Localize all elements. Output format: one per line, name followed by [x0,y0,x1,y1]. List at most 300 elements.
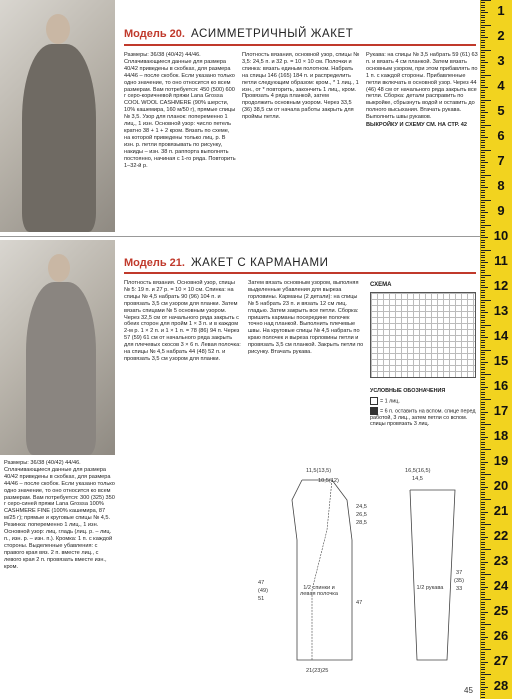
ruler-tick [481,489,485,490]
ruler-tick [481,429,485,430]
ruler-tick [481,165,485,166]
model20-col3-text: Рукава: на спицы № 3,5 набрать 59 (61) 63 п. и вязать 4 см планкой. Затем вязать основным узором, при этом прибавлять по 1 п. с каждой стороны. Прибавленные петли включать в основной узор. Через 44 (46) 48 см от начального ряда закрыть все петли. Сборка: детали расправить по выкройке, сбрызнуть водой и оставить до полного высыхания. Втачать рукава. Выполнить швы рукавов. [366,52,478,121]
ruler-tick [481,267,485,268]
ruler-tick [481,317,485,318]
ruler-tick [481,637,488,638]
ruler-tick [481,162,488,163]
ruler-tick [481,207,485,208]
ruler-tick [481,185,485,186]
ruler-number: 25 [493,602,509,618]
ruler-tick [481,25,491,26]
ruler-tick [481,105,485,106]
ruler-tick [481,562,488,563]
ruler-tick [481,102,485,103]
ruler-tick [481,197,485,198]
ruler-tick [481,117,485,118]
ruler-tick [481,577,485,578]
ruler-tick [481,232,485,233]
ruler-tick [481,335,485,336]
ruler-tick [481,479,485,480]
knit-symbol-icon [370,397,378,405]
ruler-tick [481,217,485,218]
ruler-tick [481,127,485,128]
ruler-tick [481,374,491,375]
ruler-tick [481,345,485,346]
ruler-tick [481,574,491,575]
ruler-tick [481,330,485,331]
ruler-tick [481,509,485,510]
ruler-tick [481,667,485,668]
section-divider [0,236,480,237]
dim-neck-width: 10,5(12) [318,478,339,484]
ruler-tick [481,170,485,171]
ruler-tick [481,352,485,353]
ruler-tick [481,387,488,388]
dim-length-3: 51 [258,596,265,602]
ruler-tick [481,115,485,116]
ruler-tick [481,497,485,498]
ruler-tick [481,40,485,41]
ruler-tick [481,644,485,645]
ruler-tick [481,342,485,343]
ruler-tick [481,554,485,555]
ruler-tick [481,654,485,655]
ruler-tick [481,484,485,485]
ruler-tick [481,292,485,293]
ruler-tick [481,514,485,515]
photo-figure-body [22,44,96,232]
ruler-tick [481,222,485,223]
ruler-tick [481,77,485,78]
ruler-tick [481,310,485,311]
ruler-tick [481,367,485,368]
ruler-tick [481,295,485,296]
model20-heading [124,28,353,40]
ruler-tick [481,262,488,263]
ruler-tick [481,82,485,83]
chart-legend [370,388,476,428]
ruler-tick [481,157,485,158]
ruler-number: 20 [493,477,509,493]
ruler-tick [481,617,485,618]
ruler-tick [481,664,485,665]
ruler-tick [481,599,491,600]
ruler-number: 4 [497,78,505,94]
ruler-tick [481,532,485,533]
ruler-tick [481,362,488,363]
ruler-tick [481,187,488,188]
ruler-tick [481,322,485,323]
ruler-number: 15 [493,352,509,368]
ruler-tick [481,275,491,276]
ruler-tick [481,684,485,685]
ruler-tick [481,190,485,191]
ruler-tick [481,394,485,395]
ruler-number: 16 [493,377,509,393]
model20-text-col2 [242,52,360,232]
ruler-tick [481,597,485,598]
ruler-tick [481,382,485,383]
ruler-tick [481,442,485,443]
ruler-tick [481,474,491,475]
ruler-tick [481,679,485,680]
ruler-tick [481,327,485,328]
ruler-tick [481,519,485,520]
ruler-number: 6 [497,128,505,144]
ruler-tick [481,449,491,450]
photo-figure-body [26,282,96,455]
dim-sleeve-top: 16,5(16,5) [405,468,431,474]
ruler-tick [481,200,491,201]
ruler-tick [481,27,485,28]
ruler-tick [481,242,485,243]
ruler-number: 13 [493,303,509,319]
ruler-tick [481,529,485,530]
ruler-tick [481,507,485,508]
ruler-tick [481,639,485,640]
model20-title-rule [124,44,476,46]
ruler-tick [481,564,485,565]
ruler-tick [481,2,485,3]
ruler-tick [481,412,488,413]
ruler-number: 27 [493,652,509,668]
ruler-tick [481,212,488,213]
ruler-tick [481,167,485,168]
ruler-tick [481,152,485,153]
ruler-tick [481,524,491,525]
model20-pattern-ref: ВЫКРОЙКУ И СХЕМУ СМ. НА СТР. 42 [366,122,468,129]
ruler-tick [481,419,485,420]
model21-col1-text: Плотность вязания. Основной узор, спицы № 5: 19 п. и 27 р. = 10 × 10 см. Спинка: на спицы № 4,5 набрать 90 (96) 104 п. и провязать 3,5 см узором для планки. Затем вязать спицами № 5 основным узором. Через 32,5 см от начального ряда закрыть с обеих сторон для пройм 1 × 3 п. и в каждом 2-м р. 1 × 2 п. и 1 × 1 п. = 78 (86) 94 п. Через 57 (59) 61 см от начального ряда закрыть для плечевых скосов 3 × 6 п. Левая полочка: на спицы № 4,5 набрать 44 (48) 52 п. и провязать 3,5 см узором для планки. [124,280,241,362]
ruler-tick [481,192,485,193]
sleeve-outline [410,490,455,660]
ruler-tick [481,559,485,560]
ruler-tick [481,195,485,196]
model21-text-left [4,460,116,695]
ruler-tick [481,52,485,53]
photo-figure-head [48,254,70,282]
ruler-tick [481,569,485,570]
ruler-tick [481,634,485,635]
ruler-tick [481,404,485,405]
ruler-tick [481,110,485,111]
knitting-chart-grid [370,292,476,378]
ruler-tick [481,235,485,236]
ruler-tick [481,65,485,66]
ruler-tick [481,534,485,535]
ruler-tick [481,57,485,58]
model21-number: Модель 21. [124,257,185,269]
ruler-tick [481,247,485,248]
ruler-tick [481,70,485,71]
ruler-tick [481,557,485,558]
ruler-tick [481,227,485,228]
ruler-tick [481,612,488,613]
ruler-tick [481,697,485,698]
ruler-number: 12 [493,278,509,294]
ruler-tick [481,437,488,438]
ruler-tick [481,37,488,38]
ruler-tick [481,364,485,365]
ruler-tick [481,579,485,580]
ruler-tick [481,499,491,500]
front-outline [312,480,332,660]
ruler-tick [481,312,488,313]
ruler-tick [481,587,488,588]
ruler-tick [481,282,485,283]
ruler-tick [481,642,485,643]
ruler-tick [481,472,485,473]
ruler-tick [481,202,485,203]
ruler-tick [481,47,485,48]
ruler-tick [481,619,485,620]
ruler-tick [481,492,485,493]
ruler-tick [481,297,485,298]
ruler-tick [481,30,485,31]
ruler-tick [481,100,491,101]
ruler-tick [481,604,485,605]
ruler-tick [481,250,491,251]
ruler-tick [481,87,488,88]
dim-sleeve-len-3: 33 [456,586,463,592]
ruler-tick [481,552,485,553]
ruler-tick [481,130,485,131]
ruler-tick [481,464,485,465]
ruler-tick [481,389,485,390]
ruler-tick [481,287,488,288]
ruler-tick [481,60,485,61]
ruler-tick [481,332,485,333]
legend-item-knit [370,397,476,405]
ruler-tick [481,629,485,630]
ruler-tick [481,409,485,410]
ruler-tick [481,67,485,68]
schematic-back-front [272,470,377,670]
ruler-tick [481,215,485,216]
ruler-number: 10 [493,228,509,244]
ruler-tick [481,182,485,183]
ruler-tick [481,145,485,146]
ruler-tick [481,125,491,126]
ruler-tick [481,177,485,178]
ruler-tick [481,107,485,108]
ruler-tick [481,657,485,658]
ruler-tick [481,469,485,470]
ruler-tick [481,487,488,488]
ruler-tick [481,42,485,43]
ruler-tick [481,582,485,583]
ruler-tick [481,502,485,503]
ruler-number: 1 [497,3,505,19]
ruler-tick [481,220,485,221]
ruler-tick [481,122,485,123]
ruler-tick [481,260,485,261]
ruler-tick [481,397,485,398]
model21-col2-text: Затем вязать основным узором, выполняя выделенные убавления для выреза горловины. Карманы (2 детали): на спицы № 5 набрать 23 п. и вязать 12 см лиц. гладью. Затем закрыть все петли. Сборка: пришить карманы посередине полочек точно над планкой. Выполнить плечевые швы. На круговые спицы № 4,5 набрать по краю полочек и выреза горловины петли и провязать 3,5 см планкой. Закрыть петли по рисунку. Втачать рукава. [248,280,364,356]
ruler-number: 26 [493,627,509,643]
ruler-number: 18 [493,427,509,443]
ruler-number: 9 [497,203,505,219]
ruler-tick [481,522,485,523]
ruler-tick [481,549,491,550]
ruler-tick [481,270,485,271]
ruler-tick [481,662,488,663]
chart-title: СХЕМА [370,282,392,288]
ruler-tick [481,652,485,653]
ruler-tick [481,659,485,660]
model21-text-col2 [248,280,364,440]
legend-item-cable [370,407,476,428]
ruler-tick [481,325,491,326]
ruler-tick [481,155,485,156]
ruler-tick [481,407,485,408]
ruler-tick [481,627,485,628]
ruler-tick [481,12,488,13]
model21-title-rule [124,272,476,274]
ruler-tick [481,432,485,433]
ruler-tick [481,240,485,241]
ruler-tick [481,649,491,650]
ruler-tick [481,547,485,548]
ruler-tick [481,55,485,56]
ruler-tick [481,674,491,675]
ruler-tick [481,609,485,610]
ruler-number: 17 [493,402,509,418]
back-front-label: 1/2 спинки и левая полочка [300,585,338,597]
ruler-tick [481,140,485,141]
ruler-tick [481,320,485,321]
ruler-tick [481,272,485,273]
model20-photo [0,0,115,232]
ruler-tick [481,584,485,585]
ruler-tick [481,512,488,513]
ruler-tick [481,594,485,595]
ruler-tick [481,354,485,355]
dim-length-2: (49) [258,588,268,594]
ruler-tick [481,672,485,673]
ruler-tick [481,32,485,33]
dim-length-1: 47 [258,580,265,586]
ruler-tick [481,694,485,695]
ruler-tick [481,50,491,51]
ruler-tick [481,20,485,21]
ruler-tick [481,539,485,540]
model21-photo [0,240,115,455]
page-number: 45 [464,686,473,695]
ruler-tick [481,537,488,538]
ruler-tick [481,340,485,341]
ruler-tick [481,15,485,16]
ruler-tick [481,142,485,143]
model20-text-col1 [124,52,236,232]
ruler-tick [481,457,485,458]
model20-text-col3 [366,52,478,227]
ruler-tick [481,602,485,603]
ruler-tick [481,277,485,278]
ruler-tick [481,230,485,231]
ruler-tick [481,607,485,608]
ruler-tick [481,632,485,633]
ruler-tick [481,72,485,73]
ruler-tick [481,285,485,286]
ruler-tick [481,399,491,400]
dim-armhole-2: 26,5 [356,512,367,518]
model21-title: ЖАКЕТ С КАРМАНАМИ [190,257,329,269]
ruler-tick [481,350,491,351]
ruler-tick [481,5,485,6]
ruler-tick [481,85,485,86]
dim-armhole-3: 28,5 [356,520,367,526]
ruler-tick [481,150,491,151]
ruler-tick [481,494,485,495]
ruler-number: 23 [493,552,509,568]
ruler-number: 3 [497,53,505,69]
ruler-tick [481,544,485,545]
model20-number: Модель 20. [124,28,185,40]
ruler-tick [481,614,485,615]
ruler-tick [481,75,491,76]
ruler-number: 28 [493,677,509,693]
ruler-tick [481,687,488,688]
ruler-tick [481,482,485,483]
ruler-tick [481,592,485,593]
ruler-tick [481,414,485,415]
ruler-tick [481,369,485,370]
dim-hem-width: 21(23)25 [306,668,329,674]
ruler-tick [481,315,485,316]
ruler-number: 22 [493,527,509,543]
ruler-tick [481,379,485,380]
ruler-tick [481,454,485,455]
ruler-tick [481,120,485,121]
ruler-tick [481,589,485,590]
ruler-tick [481,424,491,425]
ruler-number: 5 [497,103,505,119]
ruler-tick [481,357,485,358]
legend-title: УСЛОВНЫЕ ОБОЗНАЧЕНИЯ [370,388,446,394]
ruler-number: 21 [493,502,509,518]
ruler-tick [481,7,485,8]
ruler-tick [481,17,485,18]
ruler-number: 14 [493,328,509,344]
dim-body-length: 47 [356,600,363,606]
ruler-tick [481,447,485,448]
ruler-tick [481,180,485,181]
ruler-tick [481,92,485,93]
ruler-tick [481,477,485,478]
ruler-tick [481,80,485,81]
ruler-tick [481,135,485,136]
ruler-tick [481,62,488,63]
back-outline [292,480,352,660]
ruler-tick [481,622,485,623]
ruler-tick [481,372,485,373]
dim-sleeve-top-2: 14,5 [412,476,423,482]
ruler-tick [481,45,485,46]
legend-cable-label: = 6 п. оставить на вспом. спице перед работой, 3 лиц., затем петли со вспом. спицы провязать 3 лиц. [370,407,476,427]
ruler-tick [481,137,488,138]
ruler-tick [481,302,485,303]
model20-col1-text: Размеры: 36/38 (40/42) 44/46. Сплачивающиеся данные для размера 40/42 приведены в скобках, для размера 44/46 – после скобок. Если указано только одно значение, то оно относится ко всем размерам. Вам потребуется: 450 (500) 600 г серо-коричневой пряжи Lana Grossa COOL WOOL CASHMERE (90% шерсти, 10% кашемира, 160 м/50 г), прямые спицы № 3,5. Узор для планок: попеременно 1 лиц., 1 изн. Основной узор: число петель кратно 38 + 1 + 2 кром. Вязать по схеме, на которой приведены только лиц. р. В изн. р. петли провязывать по рисунку, накиды – изн. 38 п. раппорта выполнять постоянно, начиная с 1-го ряда. Повторить 1–32-й р. [124,52,236,169]
ruler-tick [481,504,485,505]
ruler-tick [481,252,485,253]
ruler-tick [481,10,485,11]
model21-heading [124,257,329,269]
ruler-tick [481,280,485,281]
ruler-tick [481,359,485,360]
ruler-tick [481,97,485,98]
ruler-tick [481,402,485,403]
